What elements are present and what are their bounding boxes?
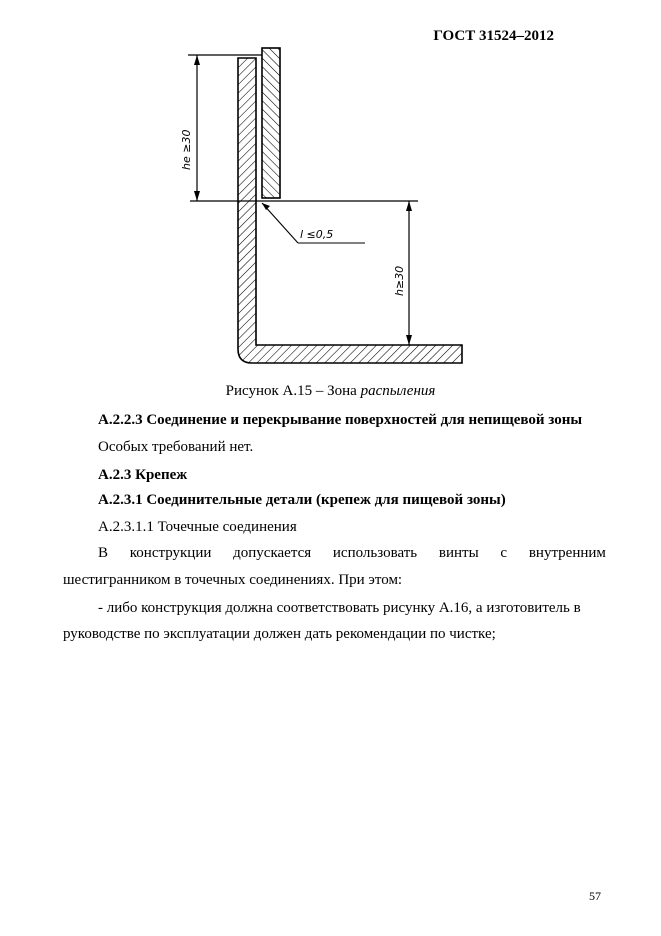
section-a2-2-3-title: А.2.2.3 Соединение и перекрывание поверхностей для непищевой зоны bbox=[98, 412, 583, 428]
word: конструкции bbox=[129, 545, 212, 561]
standard-header: ГОСТ 31524–2012 bbox=[433, 28, 554, 44]
word: с bbox=[500, 545, 508, 561]
word: винты bbox=[438, 545, 479, 561]
caption-prefix: Рисунок А.15 – Зона bbox=[225, 383, 361, 399]
label-gap: l ≤0,5 bbox=[300, 228, 334, 241]
paragraph1-line2: шестигранником в точечных соединениях. При этом: bbox=[63, 572, 403, 588]
word: допускается bbox=[233, 545, 312, 561]
figure-a15-drawing bbox=[0, 0, 661, 380]
label-he: he ≥30 bbox=[180, 129, 193, 170]
figure-caption bbox=[0, 383, 661, 400]
paragraph2-line1: - либо конструкция должна соответствовать рисунку А.16, а изготовитель в bbox=[98, 600, 581, 616]
word: В bbox=[98, 545, 109, 561]
upper-plate bbox=[262, 48, 280, 198]
section-a2-3-1-title: А.2.3.1 Соединительные детали (крепеж для пищевой зоны) bbox=[98, 492, 506, 508]
gap-leader bbox=[262, 203, 298, 243]
word: внутренним bbox=[528, 545, 606, 561]
paragraph1-line1 bbox=[98, 545, 606, 562]
label-h: h≥30 bbox=[393, 265, 406, 296]
section-a2-2-3-text: Особых требований нет. bbox=[98, 439, 254, 455]
paragraph2-line2: руководстве по эксплуатации должен дать рекомендации по чистке; bbox=[63, 626, 496, 642]
caption-italic: распыления bbox=[360, 383, 436, 399]
section-a2-3-1-1-title: А.2.3.1.1 Точечные соединения bbox=[98, 519, 297, 535]
page-number: 57 bbox=[589, 889, 601, 903]
word: использовать bbox=[332, 545, 418, 561]
section-a2-3-title: А.2.3 Крепеж bbox=[98, 467, 188, 483]
